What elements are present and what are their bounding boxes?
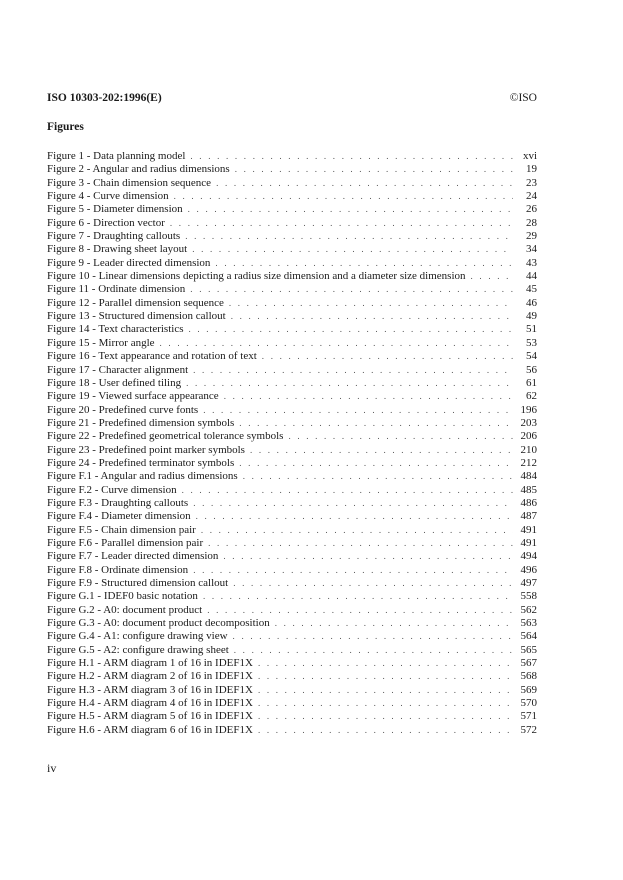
figure-entry-label: Figure 23 - Predefined point marker symbols xyxy=(47,443,245,456)
dot-leader xyxy=(243,470,513,483)
figure-entry-label: Figure 21 - Predefined dimension symbols xyxy=(47,416,235,429)
figure-entry-label: Figure 8 - Drawing sheet layout xyxy=(47,243,188,256)
figure-entry-page: 26 xyxy=(526,203,537,216)
dot-leader xyxy=(215,257,513,270)
figure-entry-label: Figure 3 - Chain dimension sequence xyxy=(47,176,212,189)
dot-leader xyxy=(193,564,513,577)
dot-leader xyxy=(170,217,513,230)
figure-entry[interactable] xyxy=(47,350,537,363)
section-title: Figures xyxy=(47,121,84,133)
figure-entry-label: Figure F.3 - Draughting callouts xyxy=(47,496,189,509)
figure-entry[interactable] xyxy=(47,270,537,283)
running-header xyxy=(47,92,537,108)
figure-entry[interactable] xyxy=(47,630,537,643)
figure-entry-page: 203 xyxy=(520,416,537,429)
figure-entry[interactable] xyxy=(47,604,537,617)
copyright-mark: ©ISO xyxy=(509,92,537,104)
figure-entry[interactable] xyxy=(47,644,537,657)
figure-entry[interactable] xyxy=(47,444,537,457)
figure-entry-label: Figure G.4 - A1: configure drawing view xyxy=(47,630,228,643)
figure-entry[interactable] xyxy=(47,364,537,377)
figure-entry[interactable] xyxy=(47,430,537,443)
figure-entry-page: 19 xyxy=(526,163,537,176)
figure-entry-page: 212 xyxy=(520,456,537,469)
dot-leader xyxy=(193,497,513,510)
figure-entry-label: Figure F.1 - Angular and radius dimensions xyxy=(47,470,238,483)
dot-leader xyxy=(233,630,513,643)
dot-leader xyxy=(196,510,513,523)
figure-entry-page: 565 xyxy=(520,643,537,656)
figure-entry[interactable] xyxy=(47,203,537,216)
figure-entry-page: 206 xyxy=(520,430,537,443)
figure-entry[interactable] xyxy=(47,657,537,670)
figure-entry-label: Figure F.9 - Structured dimension callout xyxy=(47,577,229,589)
dot-leader xyxy=(160,337,513,350)
figure-entry[interactable] xyxy=(47,484,537,497)
dot-leader xyxy=(188,203,513,216)
figure-entry[interactable] xyxy=(47,524,537,537)
figure-entry-label: Figure 20 - Predefined curve fonts xyxy=(47,403,199,416)
dot-leader xyxy=(224,390,513,403)
figure-entry-page: 28 xyxy=(526,216,537,229)
figure-entry-label: Figure H.1 - ARM diagram 1 of 16 in IDEF1X xyxy=(47,657,253,670)
figure-entry[interactable] xyxy=(47,337,537,350)
dot-leader xyxy=(201,524,513,537)
figure-entry-label: Figure 5 - Diameter dimension xyxy=(47,203,183,216)
figure-entry-label: Figure 4 - Curve dimension xyxy=(47,190,169,203)
dot-leader xyxy=(203,404,513,417)
figure-entry[interactable] xyxy=(47,710,537,723)
figure-entry-page: 486 xyxy=(520,496,537,509)
figure-entry[interactable] xyxy=(47,537,537,550)
dot-leader xyxy=(258,657,513,670)
figure-entry-page: 567 xyxy=(520,657,537,670)
dot-leader xyxy=(258,724,513,737)
figure-entry-page: 570 xyxy=(520,697,537,710)
figure-entry[interactable] xyxy=(47,564,537,577)
dot-leader xyxy=(208,537,513,550)
figure-entry-label: Figure F.6 - Parallel dimension pair xyxy=(47,536,204,549)
figure-entry[interactable] xyxy=(47,457,537,470)
dot-leader xyxy=(190,150,513,163)
figure-entry-label: Figure F.2 - Curve dimension xyxy=(47,483,177,496)
figure-entry-page: 61 xyxy=(526,376,537,389)
figure-entry[interactable] xyxy=(47,697,537,710)
figure-entry-page: 485 xyxy=(520,483,537,496)
figure-entry[interactable] xyxy=(47,310,537,323)
figure-entry[interactable] xyxy=(47,404,537,417)
figure-entry-label: Figure H.4 - ARM diagram 4 of 16 in IDEF1X xyxy=(47,697,253,710)
figure-entry-page: 569 xyxy=(520,683,537,696)
figure-list xyxy=(47,150,537,737)
figure-entry[interactable] xyxy=(47,150,537,163)
dot-leader xyxy=(186,377,513,390)
figure-entry-page: 562 xyxy=(520,603,537,616)
figure-entry-page: 43 xyxy=(526,256,537,269)
figure-entry-label: Figure 19 - Viewed surface appearance xyxy=(47,390,219,403)
figure-entry[interactable] xyxy=(47,670,537,683)
dot-leader xyxy=(288,430,513,443)
figure-entry-label: Figure 10 - Linear dimensions depicting a radius size dimension and a diameter size dimension xyxy=(47,270,466,283)
dot-leader xyxy=(258,684,513,697)
figure-entry-label: Figure H.5 - ARM diagram 5 of 16 in IDEF1X xyxy=(47,710,253,723)
figure-entry-label: Figure F.7 - Leader directed dimension xyxy=(47,550,219,563)
figure-entry-page: 568 xyxy=(520,670,537,683)
figure-entry-page: 487 xyxy=(520,510,537,523)
figure-entry-label: Figure G.2 - A0: document product xyxy=(47,603,203,616)
figure-entry-page: xvi xyxy=(522,150,537,162)
figure-entry-label: Figure G.5 - A2: configure drawing sheet xyxy=(47,643,229,656)
figure-entry-page: 497 xyxy=(520,577,537,589)
dot-leader xyxy=(258,710,513,723)
figure-entry-page: 564 xyxy=(520,630,537,643)
figure-entry-label: Figure 1 - Data planning model xyxy=(47,150,186,162)
figure-entry[interactable] xyxy=(47,243,537,256)
figure-entry-page: 496 xyxy=(520,563,537,576)
figure-entry-label: Figure G.1 - IDEF0 basic notation xyxy=(47,590,198,603)
dot-leader xyxy=(262,350,513,363)
figure-entry[interactable] xyxy=(47,230,537,243)
figure-entry-label: Figure H.3 - ARM diagram 3 of 16 in IDEF1X xyxy=(47,683,253,696)
dot-leader xyxy=(223,550,513,563)
dot-leader xyxy=(174,190,513,203)
dot-leader xyxy=(234,644,513,657)
dot-leader xyxy=(258,697,513,710)
page-number: iv xyxy=(47,761,57,775)
figure-entry[interactable] xyxy=(47,297,537,310)
dot-leader xyxy=(192,243,513,256)
figure-entry[interactable] xyxy=(47,470,537,483)
figure-entry-page: 210 xyxy=(520,443,537,456)
figure-entry-page: 572 xyxy=(520,723,537,736)
figure-entry-label: Figure 11 - Ordinate dimension xyxy=(47,283,186,296)
figure-entry[interactable] xyxy=(47,417,537,430)
figure-entry-label: Figure 17 - Character alignment xyxy=(47,363,189,376)
figure-entry[interactable] xyxy=(47,617,537,630)
figure-entry[interactable] xyxy=(47,684,537,697)
figure-entry[interactable] xyxy=(47,377,537,390)
dot-leader xyxy=(203,590,513,603)
figure-entry[interactable] xyxy=(47,510,537,523)
figure-entry-page: 563 xyxy=(520,617,537,630)
dot-leader xyxy=(185,230,513,243)
dot-leader xyxy=(275,617,513,630)
dot-leader xyxy=(182,484,513,497)
figure-entry-label: Figure 7 - Draughting callouts xyxy=(47,230,181,243)
figure-entry[interactable] xyxy=(47,257,537,270)
figure-entry-label: Figure 18 - User defined tiling xyxy=(47,376,182,389)
figure-entry-label: Figure F.5 - Chain dimension pair xyxy=(47,523,196,536)
dot-leader xyxy=(231,310,513,323)
dot-leader xyxy=(188,323,513,336)
figure-entry[interactable] xyxy=(47,217,537,230)
figure-entry[interactable] xyxy=(47,323,537,336)
figure-entry-label: Figure H.2 - ARM diagram 2 of 16 in IDEF1X xyxy=(47,670,253,683)
figure-entry-label: Figure 13 - Structured dimension callout xyxy=(47,310,226,323)
figure-entry[interactable] xyxy=(47,390,537,403)
figure-entry-label: Figure 2 - Angular and radius dimensions xyxy=(47,163,230,176)
figure-entry-label: Figure 6 - Direction vector xyxy=(47,216,165,229)
figure-entry-label: Figure 16 - Text appearance and rotation of text xyxy=(47,350,257,363)
figure-entry[interactable] xyxy=(47,177,537,190)
figure-entry[interactable] xyxy=(47,497,537,510)
figure-entry[interactable] xyxy=(47,163,537,176)
figure-entry-label: Figure 22 - Predefined geometrical tolerance symbols xyxy=(47,430,284,443)
figure-entry-page: 29 xyxy=(526,230,537,243)
figure-entry-label: Figure F.8 - Ordinate dimension xyxy=(47,563,189,576)
dot-leader xyxy=(207,604,513,617)
figure-entry-page: 34 xyxy=(526,243,537,256)
figure-entry-page: 53 xyxy=(526,336,537,349)
dot-leader xyxy=(239,417,513,430)
figure-entry[interactable] xyxy=(47,590,537,603)
dot-leader xyxy=(190,283,513,296)
figure-entry-label: Figure F.4 - Diameter dimension xyxy=(47,510,191,523)
dot-leader xyxy=(239,457,513,470)
figure-entry-page: 494 xyxy=(520,550,537,563)
dot-leader xyxy=(250,444,513,457)
figure-entry[interactable] xyxy=(47,283,537,296)
figure-entry-label: Figure 15 - Mirror angle xyxy=(47,336,155,349)
figure-entry-page: 45 xyxy=(526,283,537,296)
dot-leader xyxy=(233,577,513,590)
figure-entry-label: Figure G.3 - A0: document product decomposition xyxy=(47,617,270,630)
figure-entry[interactable] xyxy=(47,577,537,590)
dot-leader xyxy=(471,270,513,283)
figure-entry[interactable] xyxy=(47,550,537,563)
figure-entry-label: Figure H.6 - ARM diagram 6 of 16 in IDEF1X xyxy=(47,723,253,736)
standard-designation: ISO 10303-202:1996(E) xyxy=(47,92,162,104)
dot-leader xyxy=(258,670,513,683)
figure-entry-page: 44 xyxy=(526,270,537,283)
figure-entry-label: Figure 12 - Parallel dimension sequence xyxy=(47,296,224,309)
figure-entry-label: Figure 9 - Leader directed dimension xyxy=(47,256,211,269)
figure-entry-page: 56 xyxy=(526,363,537,376)
figure-entry-page: 484 xyxy=(520,470,537,483)
figure-entry-page: 571 xyxy=(520,710,537,723)
dot-leader xyxy=(193,364,513,377)
figure-entry-page: 491 xyxy=(520,536,537,549)
figure-entry-page: 24 xyxy=(526,190,537,203)
dot-leader xyxy=(235,163,513,176)
figure-entry-label: Figure 14 - Text characteristics xyxy=(47,323,184,336)
figure-entry-page: 23 xyxy=(526,176,537,189)
dot-leader xyxy=(229,297,513,310)
dot-leader xyxy=(216,177,513,190)
figure-entry-page: 491 xyxy=(520,523,537,536)
figure-entry-page: 54 xyxy=(526,350,537,363)
figure-entry[interactable] xyxy=(47,724,537,737)
figure-entry-page: 558 xyxy=(520,590,537,603)
figure-entry-page: 196 xyxy=(520,403,537,416)
figure-entry-label: Figure 24 - Predefined terminator symbols xyxy=(47,456,235,469)
figure-entry-page: 46 xyxy=(526,296,537,309)
figure-entry-page: 49 xyxy=(526,310,537,323)
figure-entry[interactable] xyxy=(47,190,537,203)
figure-entry-page: 62 xyxy=(526,390,537,403)
figure-entry-page: 51 xyxy=(526,323,537,336)
